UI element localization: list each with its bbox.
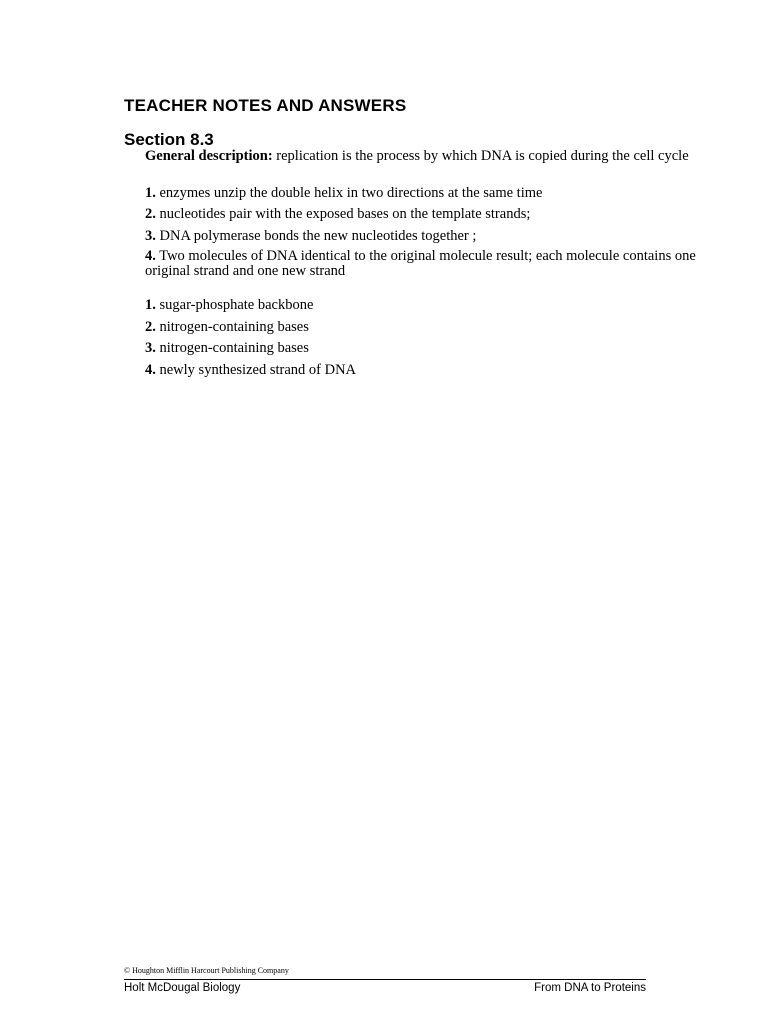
step-text: Two molecules of DNA identical to the original molecule result; each molecule contains one original strand and one new strand <box>145 248 696 279</box>
step-number: 2. <box>145 206 156 222</box>
step-text: DNA polymerase bonds the new nucleotides together ; <box>155 228 477 244</box>
step-number: 4. <box>145 248 156 264</box>
label-text: nitrogen-containing bases <box>155 340 309 356</box>
label-text: sugar-phosphate backbone <box>155 297 314 313</box>
footer-divider <box>124 979 646 980</box>
footer-book-title: Holt McDougal Biology <box>124 982 241 994</box>
step-item-4 <box>145 249 705 279</box>
label-number: 1. <box>145 297 156 313</box>
label-number: 3. <box>145 340 156 356</box>
step-text: enzymes unzip the double helix in two directions at the same time <box>155 185 543 201</box>
page-title: TEACHER NOTES AND ANSWERS <box>124 96 407 115</box>
step-item-2 <box>145 207 705 222</box>
label-item-2 <box>145 320 705 335</box>
description-text: replication is the process by which DNA is copied during the cell cycle <box>272 148 689 164</box>
description-label: General description: <box>145 148 273 164</box>
step-item-1 <box>145 186 705 201</box>
step-number: 1. <box>145 185 156 201</box>
section-title: Section 8.3 <box>124 130 214 149</box>
label-number: 4. <box>145 362 156 378</box>
label-text: newly synthesized strand of DNA <box>155 362 357 378</box>
footer-chapter-title: From DNA to Proteins <box>534 982 646 994</box>
label-text: nitrogen-containing bases <box>155 319 309 335</box>
label-item-3 <box>145 341 705 356</box>
step-number: 3. <box>145 228 156 244</box>
step-text: nucleotides pair with the exposed bases on the template strands; <box>155 206 531 222</box>
label-item-1 <box>145 298 705 313</box>
general-description <box>145 149 705 164</box>
step-item-3 <box>145 229 705 244</box>
label-item-4 <box>145 363 705 378</box>
copyright-notice: © Houghton Mifflin Harcourt Publishing Company <box>124 966 289 975</box>
label-number: 2. <box>145 319 156 335</box>
